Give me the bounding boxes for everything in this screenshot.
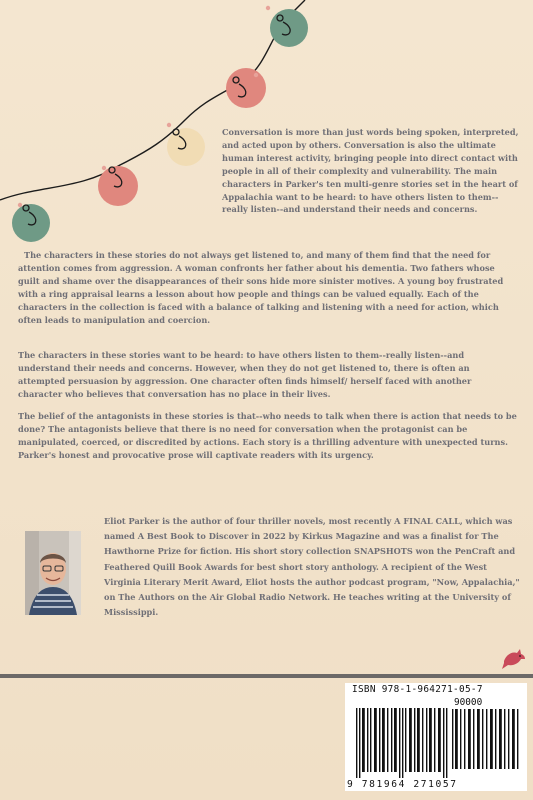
ornament-green-left [12, 204, 50, 242]
ornament-pink-top [226, 68, 266, 108]
blurb-paragraph-3: The characters in these stories want to be heard: to have others listen to them--really listen--and understand their needs and concerns. However, when they do not get listened to, there is often an attempted persuasion by aggression. One character often finds himself/ herself faced with another character who believes that conversation has no place in their lives. [18, 350, 472, 399]
isbn-number: ISBN 978-1-964271-05-7 [352, 684, 483, 695]
barcode-bars [356, 708, 448, 778]
price-code: 90000 [454, 697, 483, 708]
ean-digits: 9 781964 271057 [347, 779, 458, 790]
ornament-cream [167, 128, 205, 166]
blurb-intro: Conversation is more than just words being spoken, interpreted, and acted upon by others. Conversation is also the ultimate human interest activity, bringing people into direct contact with people in all of their complexity and vulnerability. The main characters in Parker's ten multi-genre stories set in the heart of Appalachia want to be heard: to have others listen to them--really listen--and understand their needs and concerns. [222, 127, 519, 215]
ornament-green-top [270, 9, 308, 47]
author-bio: Eliot Parker is the author of four thriller novels, most recently A FINAL CALL, which was named A Best Book to Discover in 2022 by Kirkus Magazine and was a finalist for The Hawthorne Prize for fiction. His short story collection SNAPSHOTS won the PenCraft and Feathered Quill Book Awards for best short story anthology. A recipient of the West Virginia Literary Merit Award, Eliot hosts the author podcast program, "Now, Appalachia," on The Authors on the Air Global Radio Network. He teaches writing at the University of Mississippi. [104, 516, 520, 618]
divider-line [0, 674, 533, 678]
author-photo [25, 531, 81, 615]
ornament-pink-mid [98, 166, 138, 206]
blurb-paragraph-2: The characters in these stories do not always get listened to, and many of them find that the need for attention comes from aggression. A woman confronts her father about his dementia. Two fathers whose guilt and shame over the disappearances of their sons hide more sinister motives. A young boy frustrated with a ring appraisal learns a lesson about how people and things can be valued equally. Each of the characters in the collection is faced with a balance of talking and listening with a need for action, which often leads to manipulation and coercion. [18, 250, 504, 325]
blurb-paragraph-4: The belief of the antagonists in these stories is that--who needs to talk when there is action that needs to be done? The antagonists believe that there is no need for conversation when the protagonist can be manipulated, coerced, or discredited by actions. Each story is a thrilling adventure with unexpected turns. Parker's honest and provocative prose will captivate readers with its urgency. [18, 411, 517, 460]
cardinal-bird-icon [500, 647, 528, 671]
price-barcode-bars [452, 709, 522, 769]
